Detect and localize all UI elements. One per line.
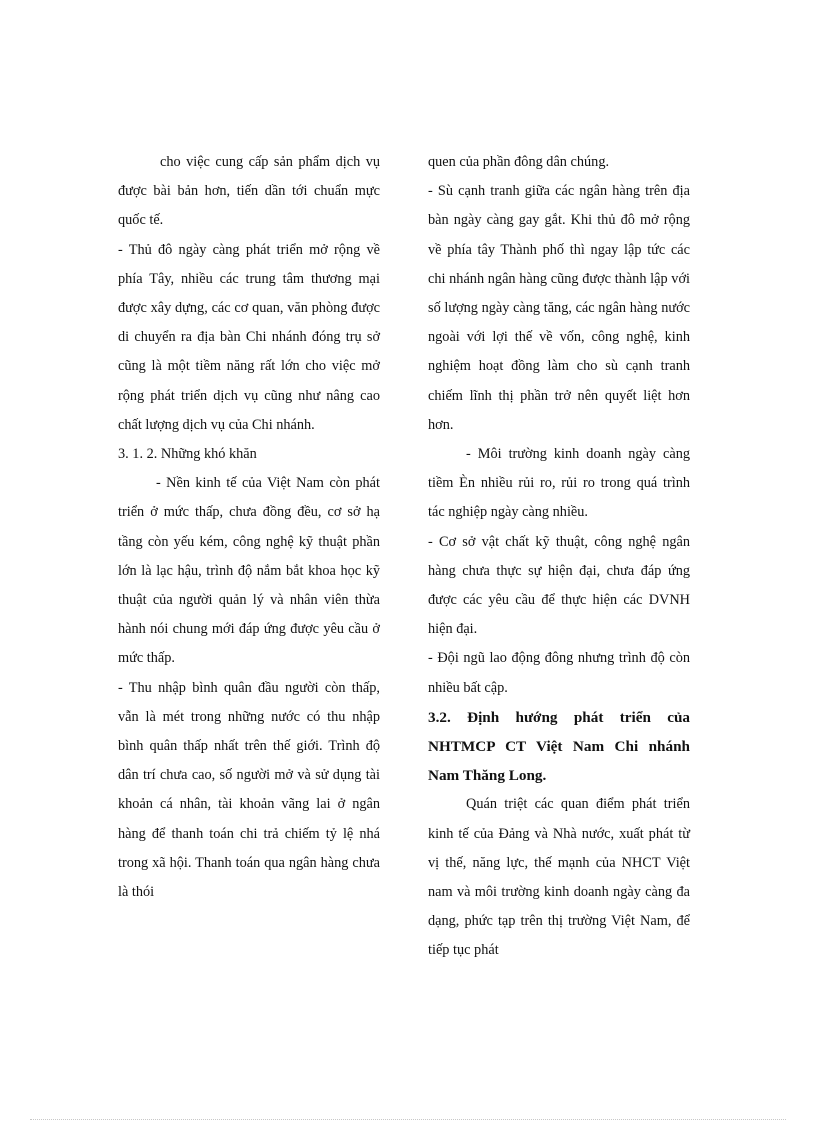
paragraph-business-risk: - Môi trường kinh doanh ngày càng tiềm Èn nhiều rủi ro, rủi ro trong quá trình tác nghiệp ngày càng nhiều. [428,446,690,521]
paragraph-workforce: - Đội ngũ lao động đông nhưng trình độ còn nhiều bất cập. [428,650,690,696]
paragraph-westward-expansion: - Thủ đô ngày càng phát triển mở rộng về phía Tây, nhiều các trung tâm thương mại được xây dựng, các cơ quan, văn phòng được di chuyển ra địa bàn Chi nhánh đóng trụ sở cũng là một tiềm năng rất lớn cho việc mở rộng phát triển dịch vụ cũng như nâng cao chất lượng dịch vụ của Chi nhánh. [118,241,380,433]
left-column [118,148,380,907]
right-column [428,148,690,966]
paragraph-service-standard: cho việc cung cấp sản phẩm dịch vụ được bài bản hơn, tiến dần tới chuẩn mực quốc tế. [118,154,380,229]
paragraph-orientation-intro: Quán triệt các quan điểm phát triển kinh tế của Đảng và Nhà nước, xuất phát từ vị thế, năng lực, thế mạnh của NHCT Việt nam và môi trường kinh doanh ngày càng đa dạng, phức tạp trên thị trường Việt Nam, để tiếp tục phát [428,796,690,959]
page-bottom-divider [30,1119,786,1120]
paragraph-economy-underdeveloped: - Nền kinh tế của Việt Nam còn phát triển ở mức thấp, chưa đồng đều, cơ sở hạ tầng còn yếu kém, công nghệ kỹ thuật phần lớn là lạc hậu, trình độ nắm bắt khoa học kỹ thuật của người quản lý và nhân viên thừa hành nói chung mới đáp ứng được yêu cầu ở mức thấp. [118,475,380,667]
paragraph-low-income: - Thu nhập bình quân đầu người còn thấp, vẫn là mét trong những nước có thu nhập bình quân thấp nhất trên thế giới. Trình độ dân trí chưa cao, số người mở và sử dụng tài khoản cá nhân, tài khoản vãng lai ở ngân hàng để thanh toán chi trả chiếm tỷ lệ nhá trong xã hội. Thanh toán qua ngân hàng chưa là thói [118,679,380,901]
paragraph-infrastructure: - Cơ sở vật chất kỹ thuật, công nghệ ngân hàng chưa thực sự hiện đại, chưa đáp ứng được các yêu cầu để thực hiện các DVNH hiện đại. [428,533,690,638]
section-heading-development-orientation: 3.2. Định hướng phát triển của NHTMCP CT Việt Nam Chi nhánh Nam Thăng Long. [428,708,690,785]
paragraph-public-habit: quen của phần đông dân chúng. [428,154,610,170]
paragraph-competition: - Sù cạnh tranh giữa các ngân hàng trên địa bàn ngày càng gay gắt. Khi thủ đô mở rộng về phía tây Thành phố thì ngay lập tức các chi nhánh ngân hàng cũng được thành lập với số lượng ngày càng tăng, các ngân hàng nước ngoài với lợi thế về vốn, công nghệ, kinh nghiệm hoạt đồng làm cho sù cạnh tranh chiếm lĩnh thị phần trở nên quyết liệt hơn hơn. [428,183,690,433]
subheading-difficulties: 3. 1. 2. Những khó khăn [118,446,257,463]
